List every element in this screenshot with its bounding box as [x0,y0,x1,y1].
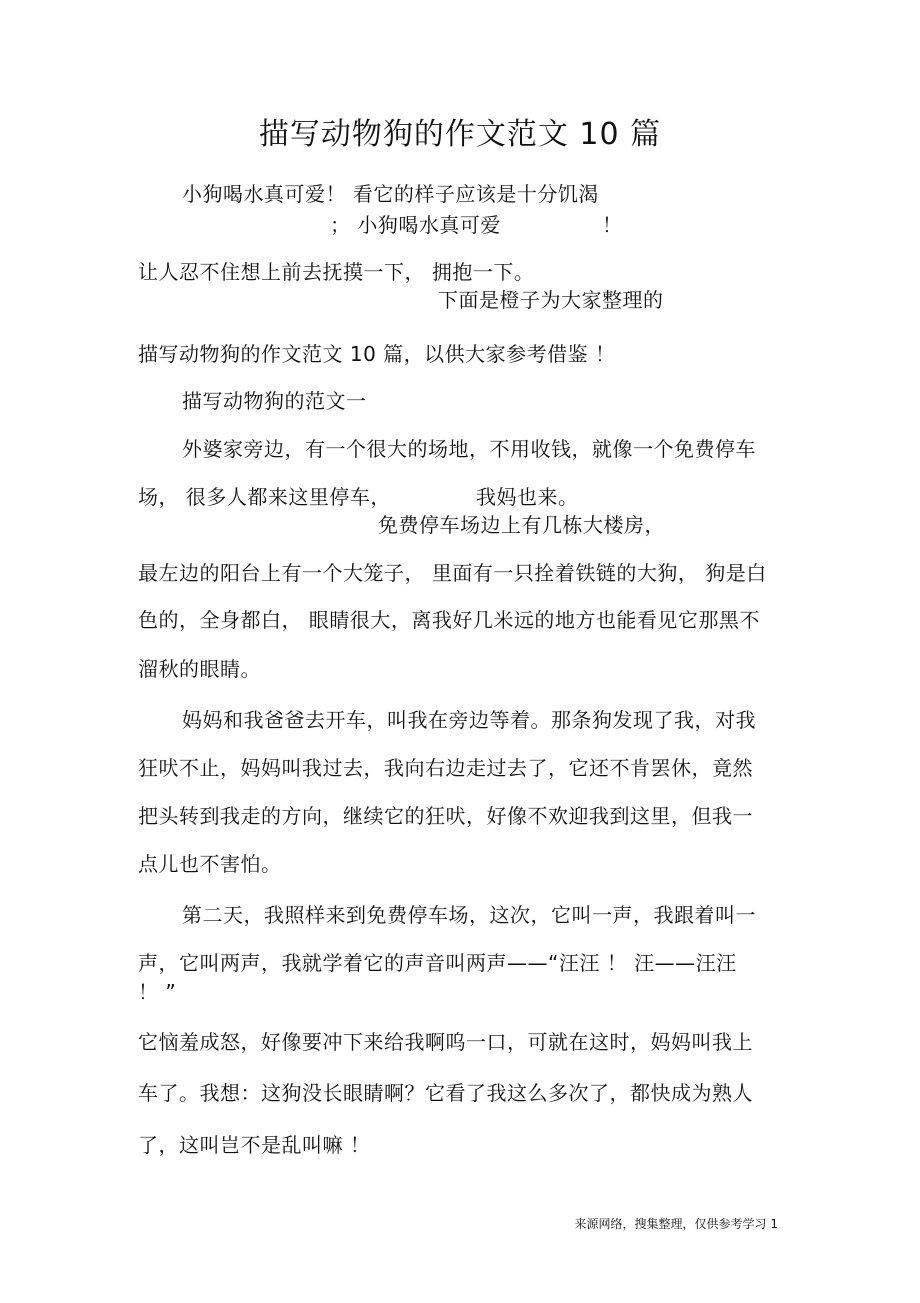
paragraph-line: 它恼羞成怒，好像要冲下来给我啊呜一口，可就在这时，妈妈叫我上 [138,1030,753,1054]
paragraph-line: 把头转到我走的方向，继续它的狂吠，好像不欢迎我到这里，但我一 [138,804,753,828]
document-title: 描写动物狗的作文范文 10 篇 [258,117,662,152]
paragraph-line: 小狗喝水真可爱！ 看它的样子应该是十分饥渴 [182,182,599,206]
paragraph-line: 车了。我想：这狗没长眼睛啊？它看了我这么多次了，都快成为熟人 [138,1081,753,1105]
section-heading: 描写动物狗的范文一 [182,389,367,413]
paragraph-line: 我妈也来。 [476,485,579,509]
paragraph-line: 下面是橙子为大家整理的 [438,288,664,312]
paragraph-line: 点儿也不害怕。 [138,852,282,876]
paragraph-line: 描写动物狗的作文范文 10 篇，以供大家参考借鉴 ！ [138,342,616,366]
paragraph-line: 第二天，我照样来到免费停车场，这次，它叫一声，我跟着叫一 [182,903,756,927]
paragraph-line: ！ ” [138,980,177,1004]
paragraph-line: ； 小狗喝水真可爱 [330,213,501,237]
paragraph-line: 色的，全身都白， 眼睛很大，离我好几米远的地方也能看见它那黑不 [138,608,760,632]
paragraph-line: 妈妈和我爸爸去开车，叫我在旁边等着。那条狗发现了我，对我 [182,708,756,732]
paragraph-line: 场， 很多人都来这里停车， [138,485,391,509]
paragraph-line: 免费停车场边上有几栋大楼房， [378,513,665,537]
paragraph-line: 最左边的阳台上有一个大笼子， 里面有一只拴着铁链的大狗， 狗是白 [138,561,767,585]
paragraph-line: 让人忍不住想上前去抚摸一下， 拥抱一下。 [138,260,535,284]
paragraph-line: ！ [602,213,623,237]
paragraph-line: 了，这叫岂不是乱叫嘛 ！ [138,1133,371,1157]
paragraph-line: 外婆家旁边，有一个很大的场地，不用收钱，就像一个免费停车 [182,437,756,461]
page-footer: 来源网络，搜集整理，仅供参考学习 1 [574,1217,778,1231]
paragraph-line: 溜秋的眼睛。 [138,657,261,681]
paragraph-line: 狂吠不止，妈妈叫我过去，我向右边走过去了，它还不肯罢休，竟然 [138,756,753,780]
paragraph-line: 声，它叫两声，我就学着它的声音叫两声——“汪汪 ！ 汪——汪汪 [138,951,737,975]
